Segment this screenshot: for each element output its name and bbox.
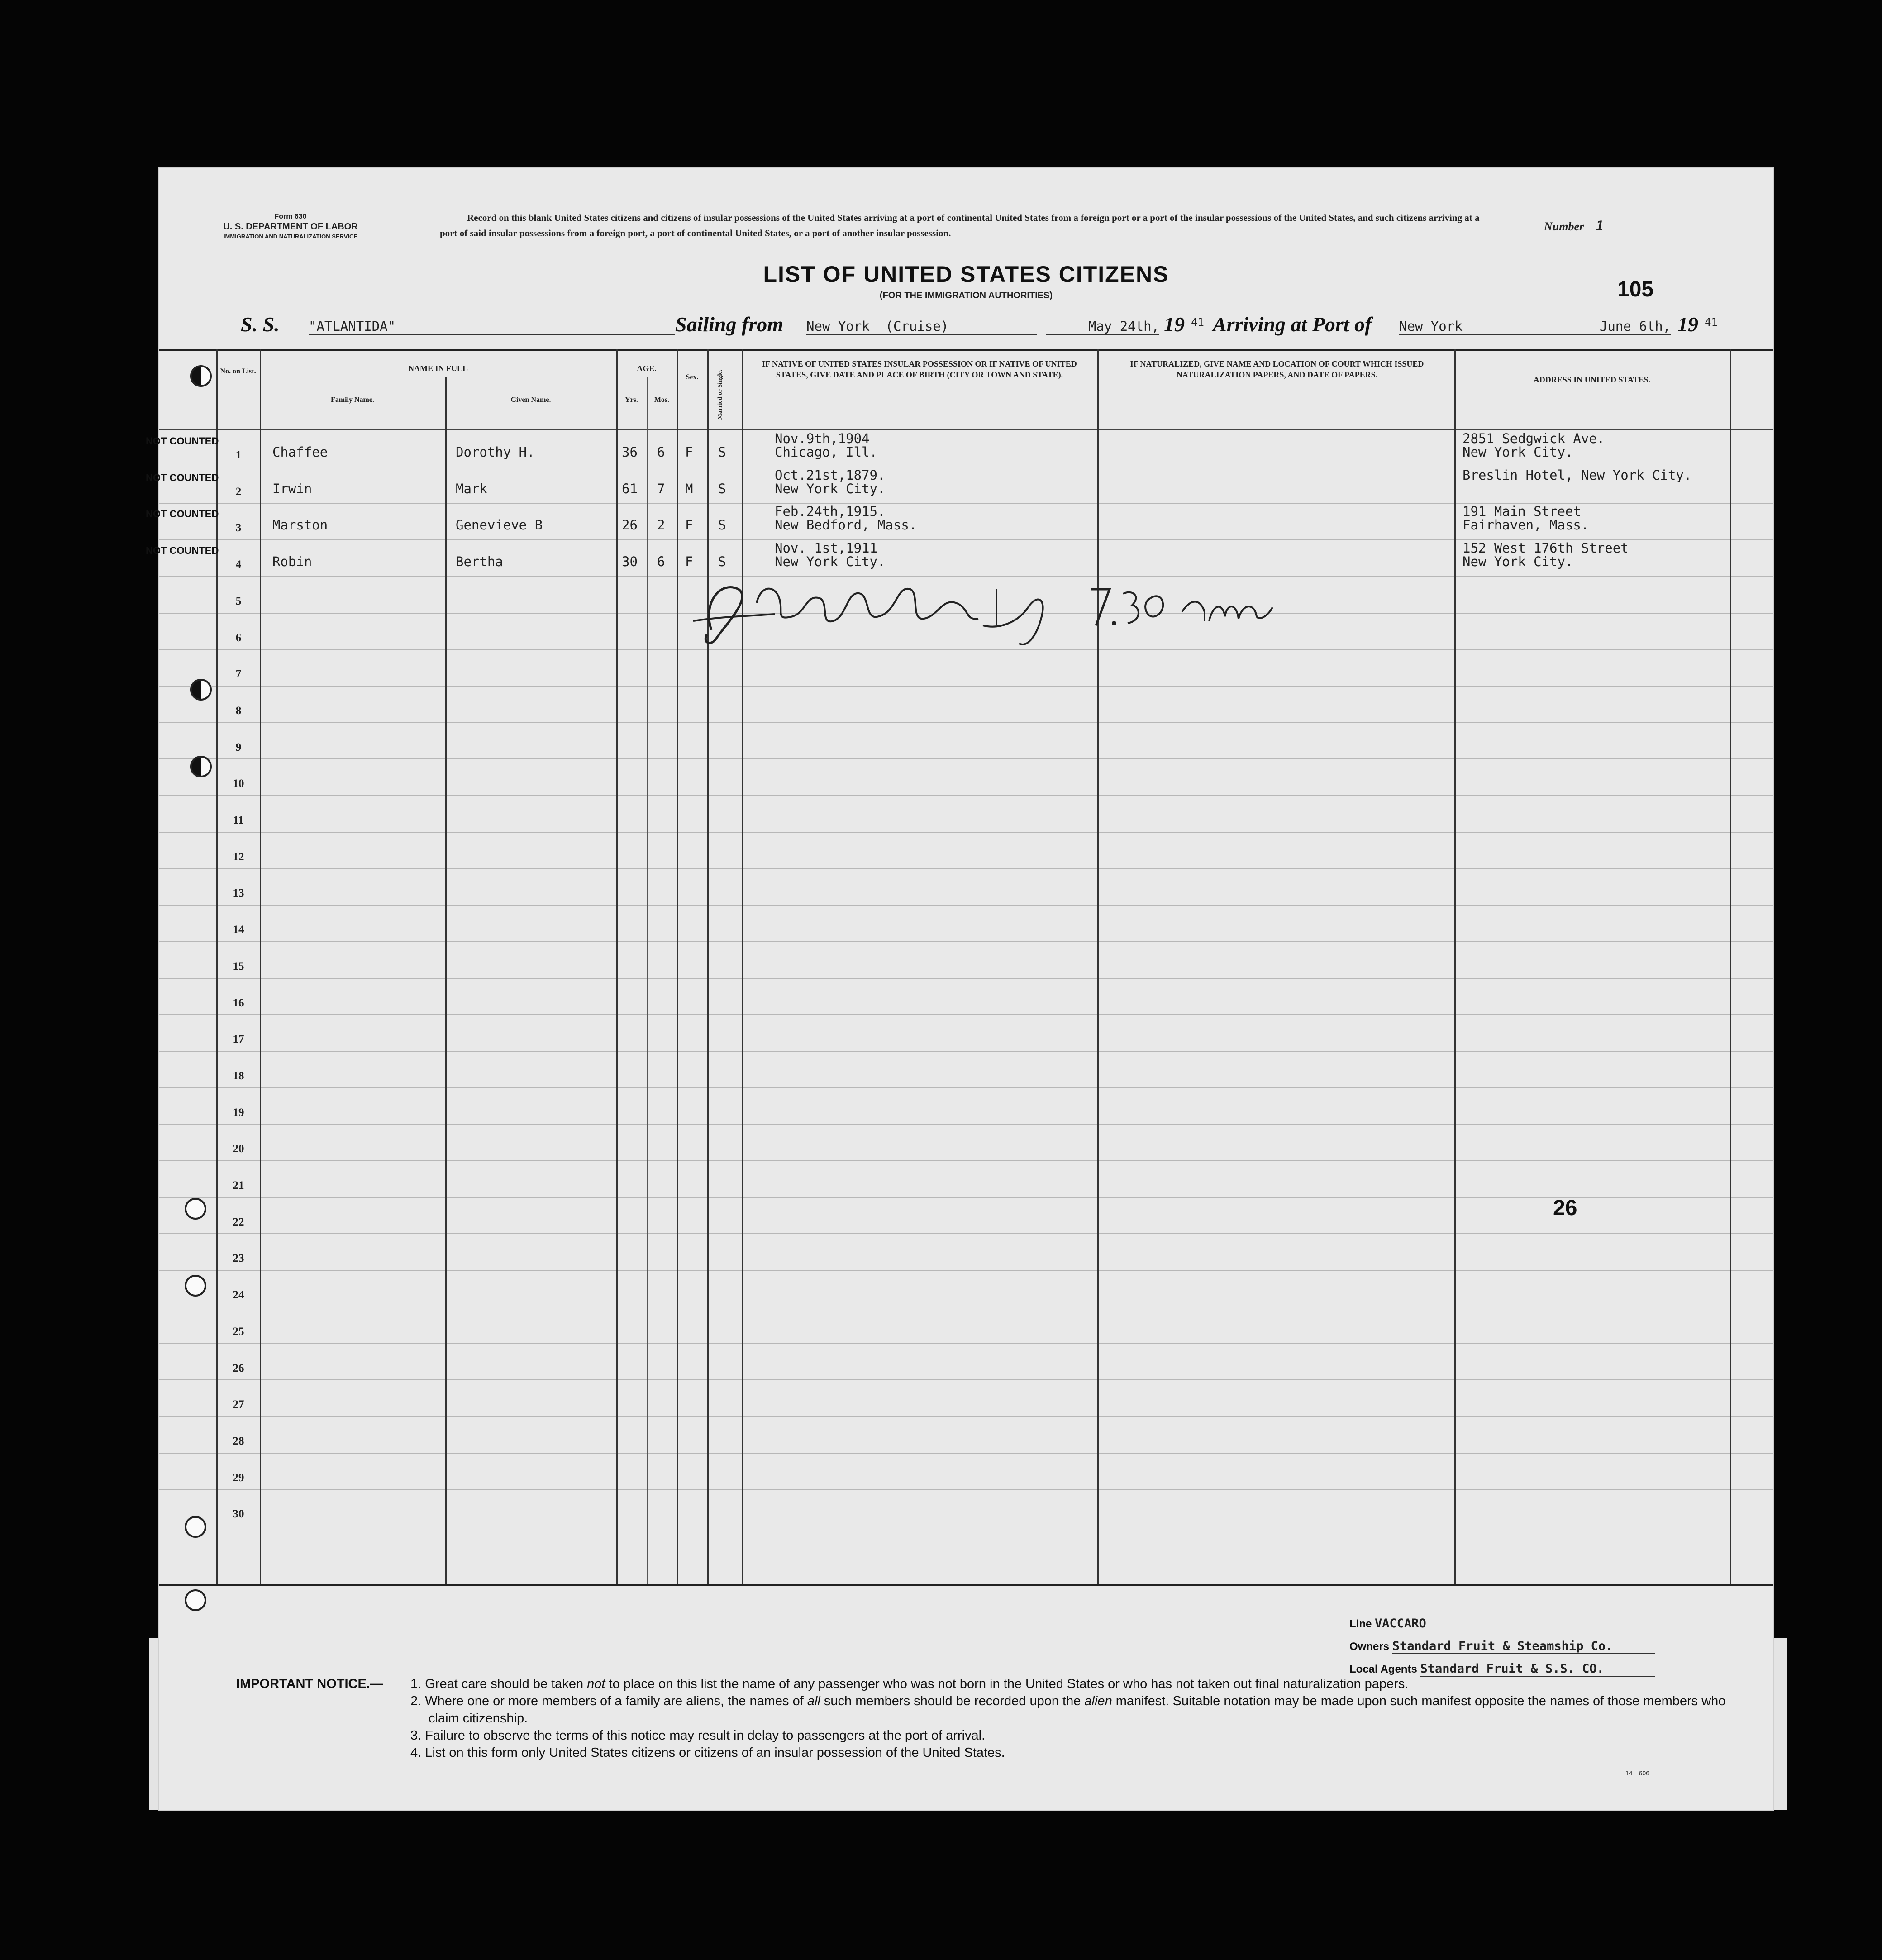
birth-place-cell: New Bedford, Mass. (775, 517, 917, 533)
arriving-port: New York (1399, 319, 1580, 335)
punch-hole-icon (190, 365, 212, 387)
page-number: 105 (1617, 277, 1654, 301)
marital-status-cell: S (718, 481, 726, 496)
sailing-year-prefix: 19 (1164, 313, 1185, 336)
marital-status-cell: S (718, 554, 726, 569)
row-number: 21 (233, 1179, 244, 1192)
age-months-cell: 6 (657, 554, 665, 569)
marital-status-cell: S (718, 444, 726, 460)
inspector-handwriting (684, 571, 1318, 653)
number-value: 1 (1587, 218, 1673, 234)
row-number: 18 (233, 1070, 244, 1082)
family-name-cell: Robin (272, 554, 312, 569)
agents-field (1349, 1662, 1655, 1677)
row-number: 27 (233, 1398, 244, 1411)
line-label: Line (1349, 1618, 1372, 1630)
sailing-year: 41 (1191, 316, 1209, 329)
address-line-1-cell: Breslin Hotel, New York City. (1463, 467, 1692, 483)
agents-label: Local Agents (1349, 1663, 1417, 1675)
col-header-age: AGE. (637, 364, 657, 373)
punch-hole-icon (185, 1516, 206, 1538)
marital-status-cell: S (718, 517, 726, 533)
address-line-2-cell: Fairhaven, Mass. (1463, 517, 1589, 533)
col-header-address: ADDRESS IN UNITED STATES. (1533, 375, 1651, 384)
col-header-mos: Mos. (654, 396, 670, 404)
sex-cell: F (685, 517, 693, 533)
print-code: 14—606 (1625, 1769, 1649, 1777)
address-line-2-cell: New York City. (1463, 444, 1573, 460)
form-number: Form 630 (274, 213, 307, 220)
owners-value: Standard Fruit & Steamship Co. (1392, 1639, 1655, 1654)
owners-field (1349, 1639, 1655, 1654)
row-number: 3 (235, 522, 242, 534)
sex-cell: F (685, 444, 693, 460)
notice-list (410, 1675, 1750, 1761)
punch-hole-icon (185, 1589, 206, 1611)
sailing-from: New York (Cruise) (806, 319, 1037, 335)
row-number: 11 (233, 814, 244, 826)
number-label: Number (1544, 220, 1584, 233)
row-number: 13 (233, 887, 244, 899)
col-header-family: Family Name. (331, 396, 374, 404)
row-number: 19 (233, 1106, 244, 1119)
owners-label: Owners (1349, 1640, 1390, 1653)
col-header-sex: Sex. (686, 373, 699, 381)
punch-hole-icon (185, 1275, 206, 1297)
row-number: 22 (233, 1216, 244, 1228)
service-name: IMMIGRATION AND NATURALIZATION SERVICE (223, 233, 358, 240)
notice-item-3: 3. Failure to observe the terms of this notice may result in delay to passengers at the port of arrival. (410, 1728, 986, 1743)
line-field (1349, 1617, 1646, 1631)
given-name-cell: Dorothy H. (456, 444, 535, 460)
row-number: 23 (233, 1252, 244, 1264)
col-header-married: Married or Single. (717, 369, 724, 420)
ship-name: "ATLANTIDA" (309, 319, 675, 335)
punch-hole-icon (190, 756, 212, 777)
col-header-native: IF NATIVE OF UNITED STATES INSULAR POSSESSION OR IF NATIVE OF UNITED STATES, GIVE DATE AND PLACE OF BIRTH (CITY OR TOWN AND STATE). (762, 359, 1077, 379)
agents-value: Standard Fruit & S.S. CO. (1420, 1662, 1655, 1677)
age-years-cell: 61 (622, 481, 638, 496)
arriving-year: 41 (1705, 316, 1727, 329)
birth-place-cell: New York City. (775, 481, 886, 496)
margin-number: 26 (1553, 1196, 1577, 1220)
address-line-1-cell: 191 Main Street (1463, 504, 1581, 519)
row-number: 16 (233, 997, 244, 1009)
birth-date-cell: Nov.9th,1904 (775, 431, 870, 446)
form-subtitle: (FOR THE IMMIGRATION AUTHORITIES) (879, 291, 1053, 300)
col-header-given: Given Name. (510, 396, 551, 404)
table-row (146, 504, 1773, 540)
given-name-cell: Genevieve B (456, 517, 543, 533)
notice-title: IMPORTANT NOTICE.— (236, 1677, 383, 1691)
col-header-naturalized: IF NATURALIZED, GIVE NAME AND LOCATION OF COURT WHICH ISSUED NATURALIZATION PAPERS, AND DATE OF PAPERS. (1130, 359, 1424, 379)
row-number: 9 (235, 741, 242, 753)
row-number: 7 (235, 668, 242, 680)
arriving-date: June 6th, (1580, 319, 1671, 335)
line-value: VACCARO (1375, 1617, 1646, 1631)
sailing-label: Sailing from (675, 313, 784, 336)
age-months-cell: 2 (657, 517, 665, 533)
sex-cell: F (685, 554, 693, 569)
document-page (146, 168, 1773, 1810)
row-number: 2 (235, 486, 242, 498)
row-number: 29 (233, 1472, 244, 1484)
row-number: 30 (233, 1508, 244, 1520)
given-name-cell: Mark (456, 481, 487, 496)
birth-place-cell: Chicago, Ill. (775, 444, 877, 460)
table-row (146, 467, 1773, 504)
record-instructions: Record on this blank United States citizens and citizens of insular possessions of the United States arriving at a port of continental United States from a foreign port or a port of the insular possessions of the United States, and such citizens arriving at a port of said insular possessions from a foreign port, a port of continental United States, or a port of another insular possession. (440, 212, 1480, 238)
row-number: 14 (233, 924, 244, 936)
punch-hole-icon (190, 679, 212, 701)
row-number: 10 (233, 777, 244, 790)
row-number: 20 (233, 1143, 244, 1155)
stamp: NOT COUNTED (146, 545, 219, 556)
row-number: 25 (233, 1326, 244, 1338)
notice-item-1: 1. Great care should be taken not to place on this list the name of any passenger who was not born in the United States or who has not taken out final naturalization papers. (410, 1677, 1409, 1691)
address-line-1-cell: 2851 Sedgwick Ave. (1463, 431, 1605, 446)
col-header-yrs: Yrs. (625, 396, 638, 404)
stamp: NOT COUNTED (146, 435, 219, 447)
notice-item-4: 4. List on this form only United States citizens or citizens of an insular possession of the United States. (410, 1745, 1005, 1760)
family-name-cell: Marston (272, 517, 328, 533)
age-years-cell: 26 (622, 517, 638, 533)
row-number: 1 (235, 449, 242, 461)
birth-date-cell: Nov. 1st,1911 (775, 540, 877, 556)
table-row (146, 431, 1773, 467)
family-name-cell: Irwin (272, 481, 312, 496)
sex-cell: M (685, 481, 693, 496)
row-number: 17 (233, 1033, 244, 1045)
col-header-no: No. on List. (220, 367, 256, 375)
ss-label: S. S. (241, 313, 280, 336)
stamp: NOT COUNTED (146, 472, 219, 483)
given-name-cell: Bertha (456, 554, 503, 569)
row-number: 4 (235, 558, 242, 571)
punch-hole-icon (185, 1198, 206, 1220)
row-number: 8 (235, 705, 242, 717)
age-months-cell: 7 (657, 481, 665, 496)
col-header-name: NAME IN FULL (408, 364, 468, 373)
sailing-date: May 24th, (1046, 319, 1159, 335)
passenger-rows (146, 168, 1773, 1810)
stamp: NOT COUNTED (146, 508, 219, 520)
arriving-label: Arriving at Port of (1213, 313, 1372, 336)
birth-date-cell: Feb.24th,1915. (775, 504, 886, 519)
notice-item-2: 2. Where one or more members of a family are aliens, the names of all such members should be recorded upon the alien manifest. Suitable notation may be made upon such manifest opposite the names of those members who claim citizenship. (410, 1694, 1726, 1726)
row-number: 15 (233, 960, 244, 973)
birth-place-cell: New York City. (775, 554, 886, 569)
address-line-2-cell: New York City. (1463, 554, 1573, 569)
arriving-year-prefix: 19 (1677, 313, 1698, 336)
age-months-cell: 6 (657, 444, 665, 460)
row-number: 26 (233, 1362, 244, 1374)
form-title: LIST OF UNITED STATES CITIZENS (763, 262, 1169, 287)
row-number: 12 (233, 851, 244, 863)
birth-date-cell: Oct.21st,1879. (775, 467, 886, 483)
address-line-1-cell: 152 West 176th Street (1463, 540, 1629, 556)
row-number: 24 (233, 1289, 244, 1301)
department-name: U. S. DEPARTMENT OF LABOR (223, 222, 358, 232)
age-years-cell: 30 (622, 554, 638, 569)
row-number: 6 (235, 632, 242, 644)
row-number: 5 (235, 595, 242, 607)
family-name-cell: Chaffee (272, 444, 328, 460)
row-number: 28 (233, 1435, 244, 1447)
age-years-cell: 36 (622, 444, 638, 460)
